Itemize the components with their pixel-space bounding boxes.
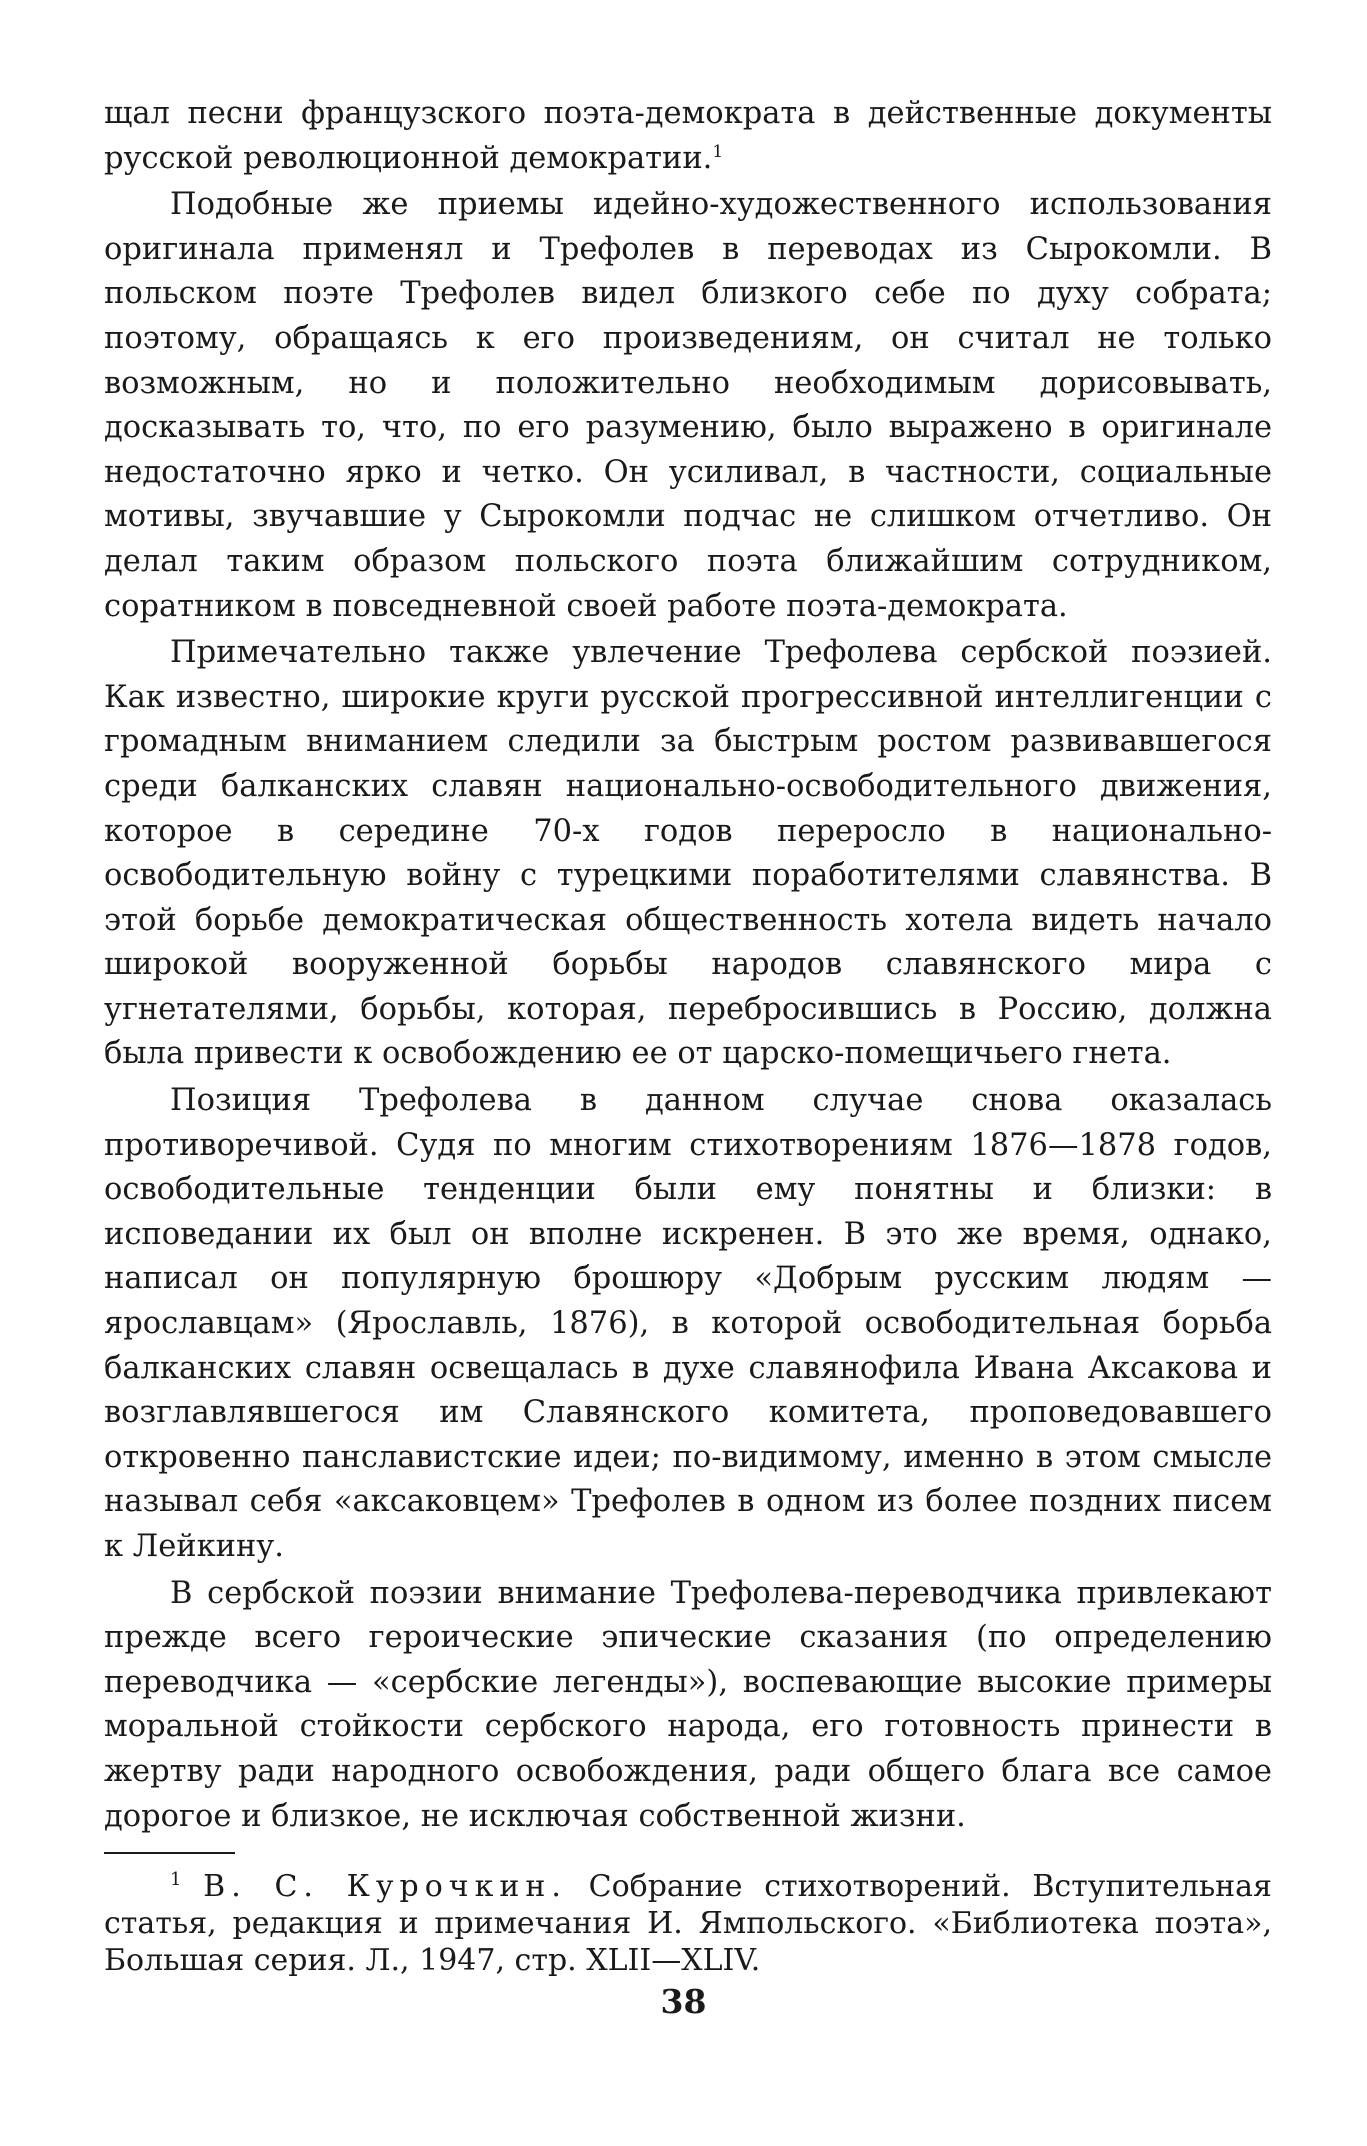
paragraph-5: В сербской поэзии внимание Трефолева-переводчика привлекают прежде всего героические эпические сказания (по определению переводчика — «сербские легенды»), воспевающие высокие примеры моральной стойкости сербского народа, его готовность принести в жертву ради народного освобождения, ради общего блага все самое дорогое и близкое, не исключая собственной жизни.: [104, 1575, 1272, 1834]
footnote-text: Собрание стихотворений. Вступительная статья, редакция и примечания И. Ямпольского. «Библиотека поэта», Большая серия. Л., 1947, стр. XLII—XLIV.: [104, 1869, 1272, 1978]
footnote: [104, 1868, 1272, 1979]
paragraph-1-text: щал песни французского поэта-демократа в действенные документы русской революционной демократии.: [104, 96, 1272, 176]
footnote-reference: 1: [712, 141, 724, 162]
footnote-divider: [104, 1852, 235, 1854]
page-body: [104, 92, 1272, 1839]
paragraph-4: Позиция Трефолева в данном случае снова оказалась противоречивой. Судя по многим стихотворениям 1876—1878 годов, освободительные тенденции были ему понятны и близки: в исповедании их был он вполне искренен. В это же время, однако, написал он популярную брошюру «Добрым русским людям — ярославцам» (Ярославль, 1876), в которой освободительная борьба балканских славян освещалась в духе славянофила Ивана Аксакова и возглавлявшегося им Славянского комитета, проповедовавшего откровенно панславистские идеи; по-видимому, именно в этом смысле называл себя «аксаковцем» Трефолев в одном из более поздних писем к Лейкину.: [104, 1083, 1272, 1564]
paragraph-1: [104, 92, 1272, 181]
page-number: 38: [660, 1982, 707, 2021]
paragraph-2: Подобные же приемы идейно-художественного использования оригинала применял и Трефолев в переводах из Сырокомли. В польском поэте Трефолев видел близкого себе по духу собрата; поэтому, обращаясь к его произведениям, он считал не только возможным, но и положительно необходимым дорисовывать, досказывать то, что, по его разумению, было выражено в оригинале недостаточно ярко и четко. Он усиливал, в частности, социальные мотивы, звучавшие у Сырокомли подчас не слишком отчетливо. Он делал таким образом польского поэта ближайшим сотрудником, соратником в повседневной своей работе поэта-демократа.: [104, 187, 1272, 624]
paragraph-3: Примечательно также увлечение Трефолева сербской поэзией. Как известно, широкие круги русской прогрессивной интеллигенции с громадным вниманием следили за быстрым ростом развивавшегося среди балканских славян национально-освободительного движения, которое в середине 70-х годов переросло в национально-освободительную войну с турецкими поработителями славянства. В этой борьбе демократическая общественность хотела видеть начало широкой вооруженной борьбы народов славянского мира с угнетателями, борьбы, которая, перебросившись в Россию, должна была привести к освобождению ее от царско-помещичьего гнета.: [104, 635, 1272, 1072]
footnote-author: В. С. Курочкин.: [203, 1869, 567, 1904]
footnote-marker: 1: [170, 1869, 182, 1890]
